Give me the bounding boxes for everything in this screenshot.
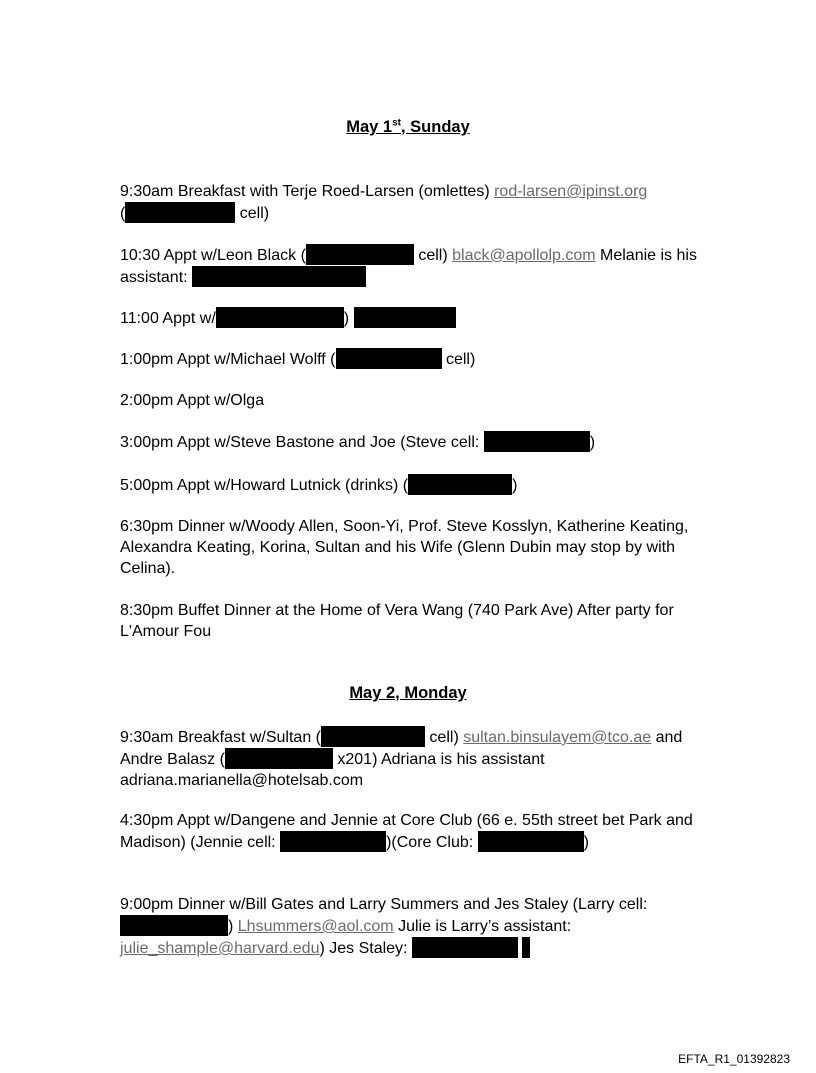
redaction-bar bbox=[412, 937, 518, 958]
entry-appt-1100: 11:00 Appt w/ ) bbox=[120, 307, 700, 329]
document-id: EFTA_R1_01392823 bbox=[678, 1052, 790, 1066]
redaction-bar bbox=[408, 474, 512, 495]
entry-breakfast-roed-larsen: 9:30am Breakfast with Terje Roed-Larsen (omlettes) rod-larsen@ipinst.org ( cell) bbox=[120, 183, 648, 222]
redaction-bar bbox=[225, 748, 333, 769]
day-heading-may-2: May 2, Monday bbox=[349, 684, 467, 702]
email-link[interactable]: sultan.binsulayem@tco.ae bbox=[463, 729, 652, 746]
email-link[interactable]: Lhsummers@aol.com bbox=[237, 918, 394, 935]
entry-appt-michael-wolff: 1:00pm Appt w/Michael Wolff ( cell) bbox=[120, 348, 700, 370]
redaction-bar bbox=[280, 831, 386, 852]
entry-dinner-bill-gates: 9:00pm Dinner w/Bill Gates and Larry Summers and Jes Staley (Larry cell: ) Lhsummers@aol.com Julie is Larry’s assistant: julie_shample@harvard.edu) Jes Staley: bbox=[120, 896, 648, 957]
entry-appt-olga: 2:00pm Appt w/Olga bbox=[120, 392, 265, 409]
redaction-bar bbox=[478, 831, 584, 852]
redaction-bar bbox=[336, 348, 442, 369]
redaction-bar bbox=[125, 202, 235, 223]
redaction-bar bbox=[216, 307, 344, 328]
redaction-bar bbox=[321, 726, 425, 747]
entry-appt-steve-bastone: 3:00pm Appt w/Steve Bastone and Joe (Steve cell: ) bbox=[120, 431, 700, 453]
entry-buffet-vera-wang: 8:30pm Buffet Dinner at the Home of Vera Wang (740 Park Ave) After party for L'Amour Fou bbox=[120, 602, 674, 640]
day-heading-may-1: May 1st, Sunday bbox=[346, 117, 470, 136]
email-link[interactable]: julie_shample@harvard.edu bbox=[120, 940, 320, 957]
entry-appt-leon-black: 10:30 Appt w/Leon Black ( cell) black@apollolp.com Melanie is his assistant: bbox=[120, 244, 700, 288]
redaction-bar bbox=[120, 915, 228, 936]
redaction-bar bbox=[522, 937, 530, 958]
email-link[interactable]: rod-larsen@ipinst.org bbox=[494, 183, 648, 200]
redaction-bar bbox=[192, 266, 366, 287]
redaction-bar bbox=[484, 431, 590, 452]
entry-breakfast-sultan: 9:30am Breakfast w/Sultan ( cell) sultan.binsulayem@tco.ae and Andre Balasz ( x201) Adriana is his assistant adriana.marianella@hotelsab.com bbox=[120, 726, 700, 791]
entry-appt-core-club: 4:30pm Appt w/Dangene and Jennie at Core Club (66 e. 55th street bet Park and Madison) (Jennie cell: )(Core Club: ) bbox=[120, 812, 693, 851]
entry-dinner-woody-allen: 6:30pm Dinner w/Woody Allen, Soon-Yi, Prof. Steve Kosslyn, Katherine Keating, Alexandra Keating, Korina, Sultan and his Wife (Glenn Dubin may stop by with Celina). bbox=[120, 518, 689, 577]
email-link[interactable]: black@apollolp.com bbox=[452, 247, 596, 264]
entry-appt-howard-lutnick: 5:00pm Appt w/Howard Lutnick (drinks) ( ) bbox=[120, 474, 700, 496]
redaction-bar bbox=[306, 244, 414, 265]
redaction-bar bbox=[354, 307, 456, 328]
